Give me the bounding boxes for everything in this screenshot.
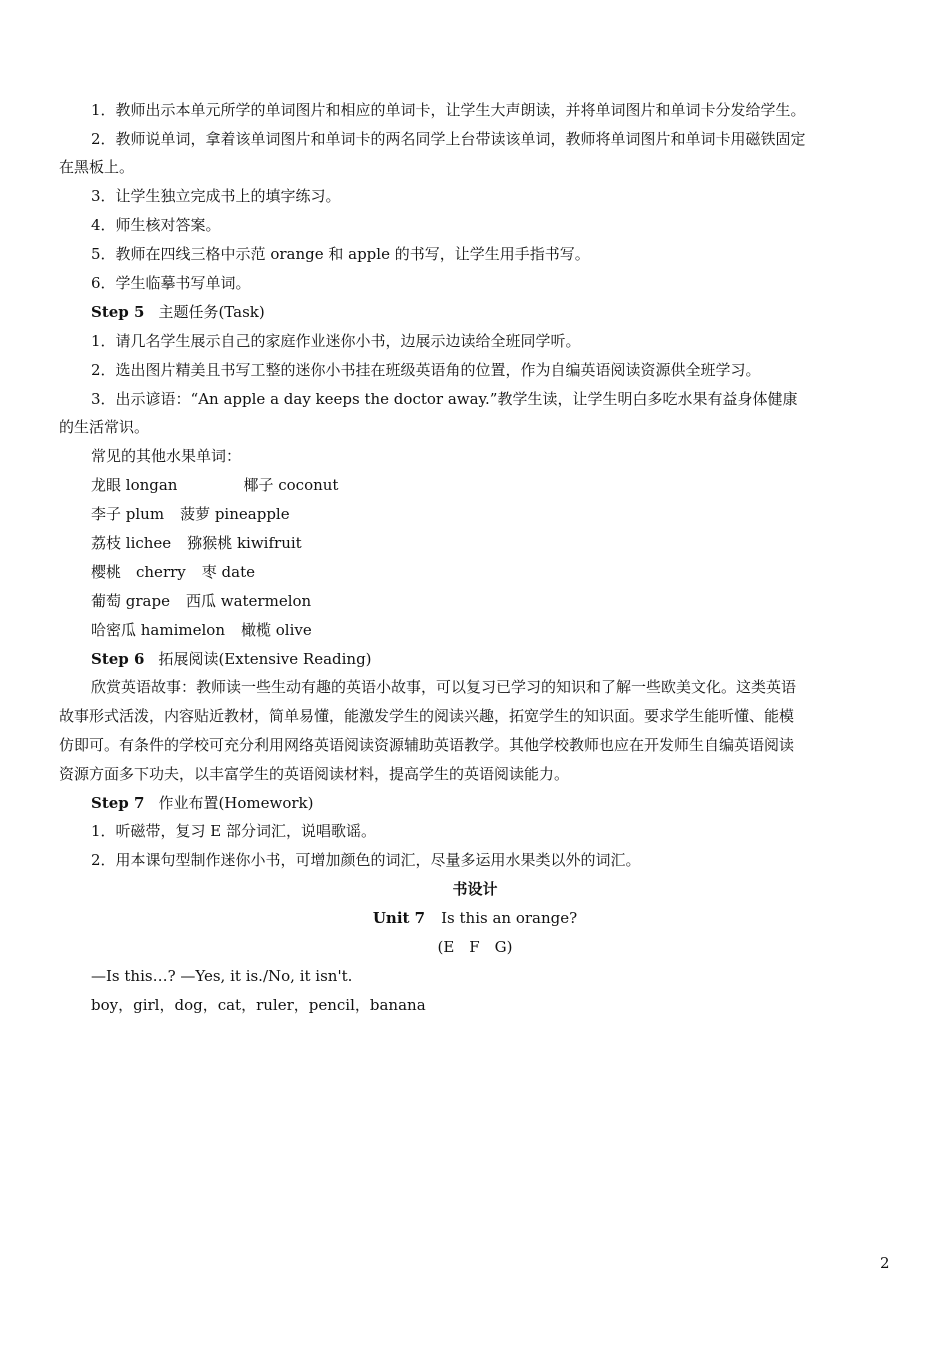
fruit-word: 枣 date	[201, 563, 255, 581]
step7-heading	[91, 793, 314, 813]
step7-title: 作业布置(Homework)	[158, 794, 314, 812]
board-sentence: —Is this…? —Yes, it is./No, it isn't.	[91, 967, 353, 985]
step6-paragraph-line: 仿即可。有条件的学校可充分利用网络英语阅读资源辅助英语教学。其他学校教师也应在开发师生自编英语阅读	[59, 736, 795, 754]
step6-paragraph-line: 欣赏英语故事：教师读一些生动有趣的英语小故事，可以复习已学习的知识和了解一些欧美文化。这类英语	[91, 678, 797, 696]
fruit-word: 李子 plum	[91, 505, 165, 523]
fruit-row	[91, 620, 312, 640]
step7-item: 1．听磁带，复习 E 部分词汇，说唱歌谣。	[91, 822, 377, 840]
step5-item: 3．出示谚语：“An apple a day keeps the doctor away.”教学生读，让学生明白多吃水果有益身体健康	[91, 390, 798, 408]
board-unit-label: Unit 7	[372, 909, 426, 927]
fruit-row	[91, 591, 311, 611]
board-words: boy，girl，dog，cat，ruler，pencil，banana	[91, 996, 426, 1014]
fruit-word: 荔枝 lichee	[91, 534, 172, 552]
step6-title: 拓展阅读(Extensive Reading)	[158, 650, 372, 668]
step5-title: 主题任务(Task)	[158, 303, 265, 321]
board-heading: 书设计	[452, 880, 498, 898]
step6-paragraph-line: 资源方面多下功夫，以丰富学生的英语阅读材料，提高学生的英语阅读能力。	[59, 765, 570, 783]
step5-item: 的生活常识。	[59, 418, 150, 436]
step5-label: Step 5	[91, 303, 145, 321]
step6-heading	[91, 649, 372, 669]
step6-label: Step 6	[91, 650, 145, 668]
fruit-word: 橄榄 olive	[240, 621, 312, 639]
fruit-word: 椰子 coconut	[243, 476, 339, 494]
step5-item: 1．请几名学生展示自己的家庭作业迷你小书，边展示边读给全班同学听。	[91, 332, 581, 350]
step5-heading	[91, 302, 265, 322]
board-unit-title: Is this an orange?	[441, 909, 578, 927]
fruit-word: 西瓜 watermelon	[185, 592, 312, 610]
fruit-word: 龙眼 longan	[91, 476, 178, 494]
fruit-word: 猕猴桃 kiwifruit	[187, 534, 302, 552]
paragraph-line: 在黑板上。	[59, 158, 135, 176]
paragraph-line: 5．教师在四线三格中示范 orange 和 apple 的书写，让学生用手指书写。	[91, 245, 590, 263]
fruit-word: 哈密瓜 hamimelon	[91, 621, 225, 639]
paragraph-line: 4．师生核对答案。	[91, 216, 221, 234]
step6-paragraph-line: 故事形式活泼，内容贴近教材，简单易懂，能激发学生的阅读兴趣，拓宽学生的知识面。要求学生能听懂、能模	[59, 707, 795, 725]
board-parts: (E F G)	[437, 938, 513, 956]
paragraph-line: 1．教师出示本单元所学的单词图片和相应的单词卡，让学生大声朗读，并将单词图片和单词卡分发给学生。	[91, 101, 806, 119]
fruit-row	[91, 562, 255, 582]
fruit-word: 葡萄 grape	[91, 592, 170, 610]
paragraph-line: 6．学生临摹书写单词。	[91, 274, 251, 292]
fruit-word: 樱桃 cherry	[91, 563, 186, 581]
paragraph-line: 2．教师说单词，拿着该单词图片和单词卡的两名同学上台带读该单词，教师将单词图片和单词卡用磁铁固定	[91, 130, 806, 148]
fruits-heading: 常见的其他水果单词：	[91, 447, 242, 465]
fruit-row	[91, 475, 338, 495]
board-unit	[0, 908, 950, 928]
page-number: 2	[880, 1254, 890, 1272]
step5-item: 2．选出图片精美且书写工整的迷你小书挂在班级英语角的位置，作为自编英语阅读资源供全班学习。	[91, 361, 761, 379]
fruit-row	[91, 504, 290, 524]
fruit-word: 菠萝 pineapple	[180, 505, 290, 523]
step7-item: 2．用本课句型制作迷你小书，可增加颜色的词汇，尽量多运用水果类以外的词汇。	[91, 851, 641, 869]
fruit-row	[91, 533, 302, 553]
step7-label: Step 7	[91, 794, 145, 812]
paragraph-line: 3．让学生独立完成书上的填字练习。	[91, 187, 341, 205]
